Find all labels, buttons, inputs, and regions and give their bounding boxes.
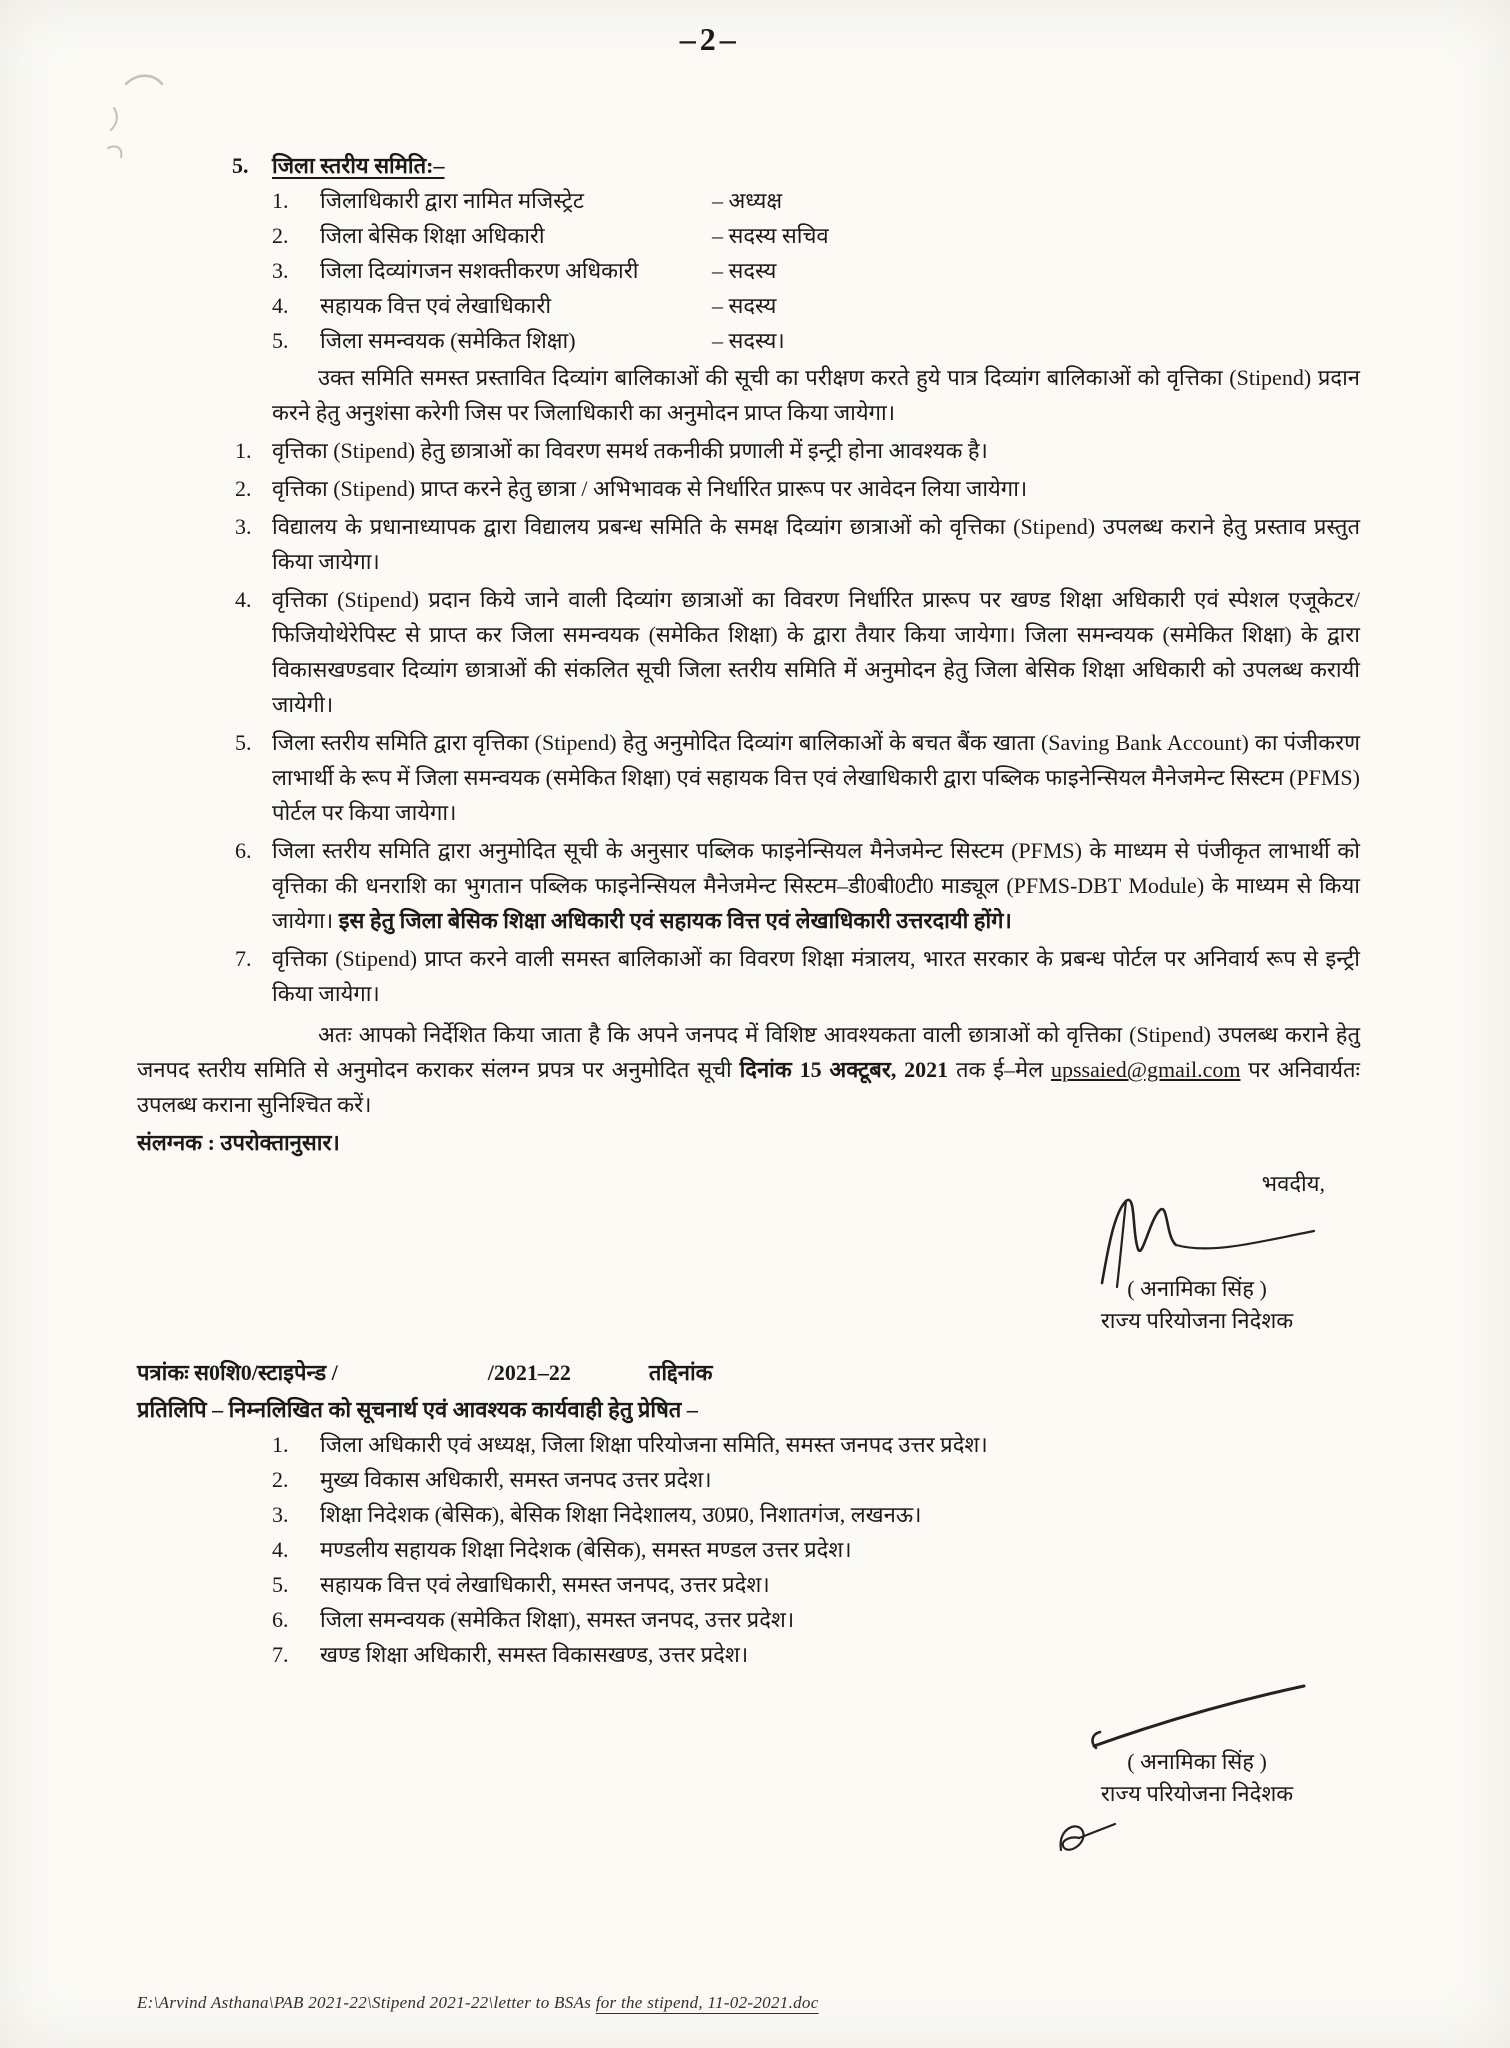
copy-recipient-row bbox=[272, 1532, 1360, 1567]
signature-block-2 bbox=[1017, 1680, 1377, 1866]
page-number: –2– bbox=[679, 21, 740, 57]
section-title: जिला स्तरीय समिति:– bbox=[272, 153, 445, 178]
member-name: जिलाधिकारी द्वारा नामित मजिस्ट्रेट bbox=[320, 188, 584, 213]
committee-section-heading bbox=[137, 148, 1360, 183]
committee-member-row bbox=[272, 218, 1360, 253]
enclosure-line: संलग्नक : उपरोक्तानुसार। bbox=[137, 1130, 340, 1155]
copy-recipient-row bbox=[272, 1637, 1360, 1672]
member-name: जिला बेसिक शिक्षा अधिकारी bbox=[320, 223, 545, 248]
closing-text: तक ई–मेल bbox=[948, 1057, 1051, 1082]
list-item bbox=[137, 582, 1360, 722]
copy-recipient-row bbox=[272, 1427, 1360, 1462]
recipient-text: शिक्षा निदेशक (बेसिक), बेसिक शिक्षा निदेशालय, उ0प्र0, निशातगंज, लखनऊ। bbox=[320, 1502, 922, 1527]
member-number: 2. bbox=[272, 223, 289, 248]
recipient-number: 7. bbox=[272, 1642, 289, 1667]
member-role: – सदस्य bbox=[712, 293, 777, 318]
member-name: जिला समन्वयक (समेकित शिक्षा) bbox=[320, 328, 576, 353]
committee-member-row bbox=[272, 253, 1360, 288]
member-number: 3. bbox=[272, 258, 289, 283]
item-text-normal: जिला स्तरीय समिति द्वारा अनुमोदित सूची के अनुसार पब्लिक फाइनेन्सियल मैनेजमेन्ट सिस्टम (PFMS) के माध्यम से पंजीकृत लाभार्थी को वृत्तिका की धनराशि का भुगतान पब्लिक फाइनेन्सियल मैनेजमेन्ट सिस्टम–डी0बी0टी0 माड्यूल (PFMS-DBT Module) के माध्यम से किया जायेगा। bbox=[272, 838, 1360, 933]
email-address: upssaied@gmail.com bbox=[1050, 1057, 1241, 1082]
member-role: – अध्यक्ष bbox=[712, 188, 783, 213]
item-text: जिला स्तरीय समिति द्वारा वृत्तिका (Stipend) हेतु अनुमोदित दिव्यांग बालिकाओं के बचत बैंक खाता (Saving Bank Account) का पंजीकरण लाभार्थी के रूप में जिला समन्वयक (समेकित शिक्षा) एवं सहायक वित्त एवं लेखाधिकारी द्वारा पब्लिक फाइनेन्सियल मैनेजमेन्ट सिस्टम (PFMS) पोर्टल पर किया जायेगा। bbox=[272, 730, 1360, 825]
item-text: विद्यालय के प्रधानाध्यापक द्वारा विद्यालय प्रबन्ध समिति के समक्ष दिव्यांग छात्राओं को वृत्तिका (Stipend) उपलब्ध कराने हेतु प्रस्ताव प्रस्तुत किया जायेगा। bbox=[272, 514, 1360, 574]
closing-text: पर अनिवार्यतः उपलब्ध कराना सुनिश्चित करें। bbox=[137, 1057, 1360, 1117]
list-item bbox=[137, 471, 1360, 506]
item-number: 2. bbox=[235, 476, 252, 501]
signatory-name: ( अनामिका सिंह ) bbox=[1127, 1276, 1267, 1301]
copies-heading: प्रतिलिपि – निम्नलिखित को सूचनार्थ एवं आवश्यक कार्यवाही हेतु प्रेषित – bbox=[137, 1397, 698, 1422]
list-item bbox=[137, 833, 1360, 938]
recipient-text: सहायक वित्त एवं लेखाधिकारी, समस्त जनपद, उत्तर प्रदेश। bbox=[320, 1572, 770, 1597]
file-path-text-underlined: for the stipend, 11-02-2021.doc bbox=[595, 1993, 819, 2012]
committee-description-paragraph: उक्त समिति समस्त प्रस्तावित दिव्यांग बालिकाओं की सूची का परीक्षण करते हुये पात्र दिव्यांग बालिकाओं को वृत्तिका (Stipend) प्रदान करने हेतु अनुशंसा करेगी जिस पर जिलाधिकारी का अनुमोदन प्राप्त किया जायेगा। bbox=[272, 365, 1360, 425]
list-item bbox=[137, 433, 1360, 468]
list-item bbox=[137, 725, 1360, 830]
item-text bbox=[272, 833, 1360, 938]
item-text: वृत्तिका (Stipend) प्राप्त करने वाली समस्त बालिकाओं का विवरण शिक्षा मंत्रालय, भारत सरकार के प्रबन्ध पोर्टल पर अनिवार्य रूप से इन्ट्री किया जायेगा। bbox=[272, 946, 1360, 1006]
signature-image bbox=[1082, 1680, 1312, 1752]
file-path-footer bbox=[137, 1992, 819, 2014]
recipient-number: 1. bbox=[272, 1432, 289, 1457]
initial-scribble bbox=[1047, 1814, 1121, 1866]
recipient-text: जिला समन्वयक (समेकित शिक्षा), समस्त जनपद, उत्तर प्रदेश। bbox=[320, 1607, 795, 1632]
recipient-number: 4. bbox=[272, 1537, 289, 1562]
item-text-bold: इस हेतु जिला बेसिक शिक्षा अधिकारी एवं सहायक वित्त एवं लेखाधिकारी उत्तरदायी होंगे। bbox=[338, 908, 1012, 933]
committee-member-row bbox=[272, 183, 1360, 218]
item-text: वृत्तिका (Stipend) प्राप्त करने हेतु छात्रा / अभिभावक से निर्धारित प्रारूप पर आवेदन लिया जायेगा। bbox=[272, 476, 1028, 501]
member-number: 1. bbox=[272, 188, 289, 213]
signature-block-1 bbox=[1017, 1166, 1377, 1337]
signatory-title: राज्य परियोजना निदेशक bbox=[1100, 1308, 1294, 1333]
recipient-text: मुख्य विकास अधिकारी, समस्त जनपद उत्तर प्रदेश। bbox=[320, 1467, 712, 1492]
item-number: 5. bbox=[235, 730, 252, 755]
item-number: 7. bbox=[235, 946, 252, 971]
item-number: 1. bbox=[235, 438, 252, 463]
deadline-date: दिनांक 15 अक्टूबर, 2021 bbox=[739, 1057, 949, 1082]
reference-number: पत्रांकः स0शि0/स्टाइपेन्ड / bbox=[137, 1360, 338, 1385]
recipient-number: 5. bbox=[272, 1572, 289, 1597]
salutation: भवदीय, bbox=[1261, 1171, 1325, 1196]
member-number: 5. bbox=[272, 328, 289, 353]
item-number: 4. bbox=[235, 587, 252, 612]
list-item bbox=[137, 509, 1360, 579]
reference-date: तद्दिनांक bbox=[648, 1360, 713, 1385]
file-path-text: E:\Arvind Asthana\PAB 2021-22\Stipend 2021-22\letter to BSAs bbox=[137, 1993, 596, 2012]
member-role: – सदस्य। bbox=[712, 328, 785, 353]
item-text: वृत्तिका (Stipend) प्रदान किये जाने वाली दिव्यांग छात्राओं का विवरण निर्धारित प्रारूप पर खण्ड शिक्षा अधिकारी एवं स्पेशल एजूकेटर/फिजियोथेरेपिस्ट से प्राप्त कर जिला समन्वयक (समेकित शिक्षा) के द्वारा तैयार किया जायेगा। जिला समन्वयक (समेकित शिक्षा) के द्वारा विकासखण्डवार दिव्यांग छात्राओं की संकलित सूची जिला स्तरीय समिति में अनुमोदन हेतु जिला बेसिक शिक्षा अधिकारी को उपलब्ध करायी जायेगी। bbox=[272, 587, 1360, 717]
closing-instruction-paragraph bbox=[137, 1017, 1360, 1122]
copy-recipient-row bbox=[272, 1567, 1360, 1602]
reference-year: /2021–22 bbox=[487, 1360, 571, 1385]
member-role: – सदस्य सचिव bbox=[712, 223, 829, 248]
member-name: जिला दिव्यांगजन सशक्तीकरण अधिकारी bbox=[320, 258, 639, 283]
list-item bbox=[137, 941, 1360, 1011]
recipient-text: खण्ड शिक्षा अधिकारी, समस्त विकासखण्ड, उत्तर प्रदेश। bbox=[320, 1642, 749, 1667]
member-number: 4. bbox=[272, 293, 289, 318]
recipient-number: 2. bbox=[272, 1467, 289, 1492]
committee-member-row bbox=[272, 288, 1360, 323]
section-number: 5. bbox=[232, 153, 249, 178]
recipient-text: मण्डलीय सहायक शिक्षा निदेशक (बेसिक), समस्त मण्डल उत्तर प्रदेश। bbox=[320, 1537, 852, 1562]
copy-recipient-row bbox=[272, 1497, 1360, 1532]
letter-reference-line bbox=[137, 1355, 1360, 1390]
signatory-title: राज्य परियोजना निदेशक bbox=[1100, 1781, 1294, 1806]
recipient-text: जिला अधिकारी एवं अध्यक्ष, जिला शिक्षा परियोजना समिति, समस्त जनपद उत्तर प्रदेश। bbox=[320, 1432, 988, 1457]
committee-member-row bbox=[272, 323, 1360, 358]
signatory-name: ( अनामिका सिंह ) bbox=[1127, 1749, 1267, 1774]
item-number: 3. bbox=[235, 514, 252, 539]
recipient-number: 3. bbox=[272, 1502, 289, 1527]
recipient-number: 6. bbox=[272, 1607, 289, 1632]
item-number: 6. bbox=[235, 838, 252, 863]
letter-body bbox=[137, 148, 1360, 1866]
item-text: वृत्तिका (Stipend) हेतु छात्राओं का विवरण समर्थ तकनीकी प्रणाली में इन्ट्री होना आवश्यक है। bbox=[272, 438, 988, 463]
member-name: सहायक वित्त एवं लेखाधिकारी bbox=[320, 293, 552, 318]
closing-text: अतः आपको निर्देशित किया जाता है कि अपने जनपद में विशिष्ट आवश्यकता वाली छात्राओं को वृत्तिका (Stipend) उपलब्ध कराने हेतु जनपद स्तरीय समिति से अनुमोदन कराकर संलग्न प्रपत्र पर अनुमोदित सूची bbox=[137, 1022, 1360, 1082]
copy-recipient-row bbox=[272, 1602, 1360, 1637]
member-role: – सदस्य bbox=[712, 258, 777, 283]
copy-recipient-row bbox=[272, 1462, 1360, 1497]
